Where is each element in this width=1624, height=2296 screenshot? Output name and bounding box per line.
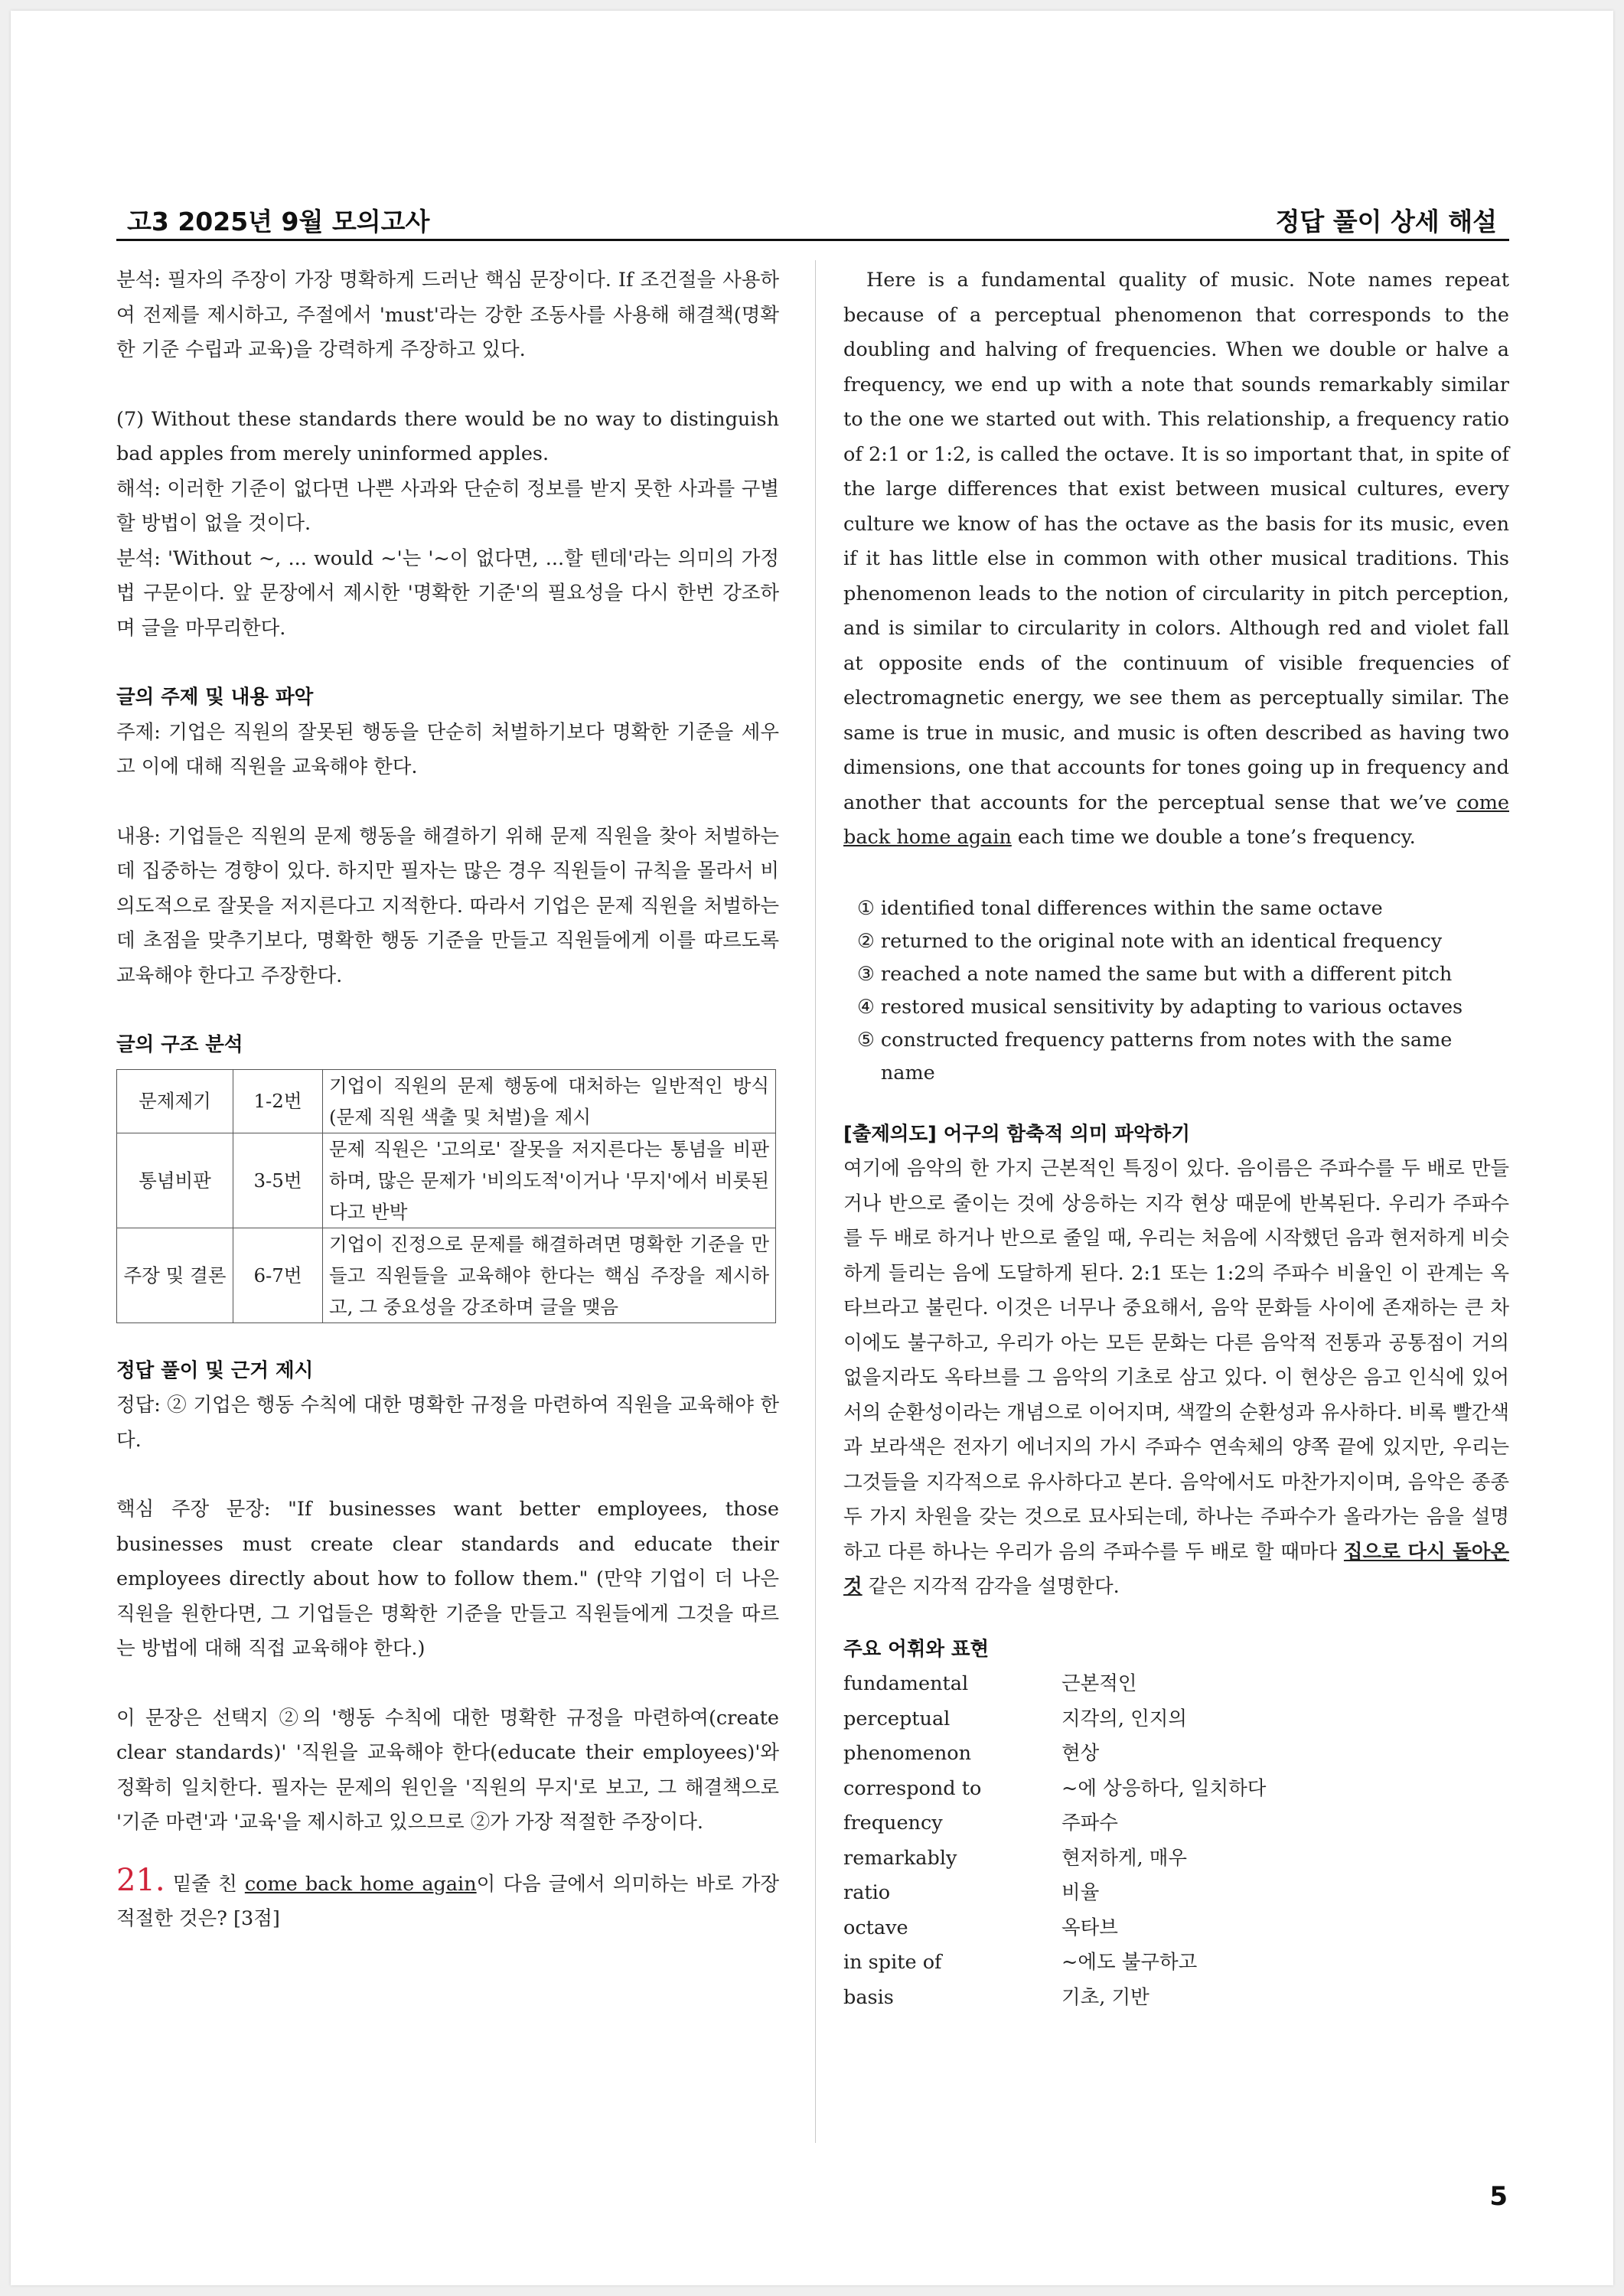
intent-heading: [출제의도] 어구의 함축적 의미 파악하기 (843, 1122, 1190, 1146)
table-row (117, 1133, 776, 1228)
key-sentence-text: 핵심 주장 문장: "If businesses want better employees, those businesses must create clear standards and educate their employees directly about how to follow them." (만약 기업이 더 나은 직원을 원한다면, 그 기업들은 명확한 기준을 만들고 직원들에게 그것을 따르는 방법에 대해 직접 교육해야 한다.) (116, 1498, 779, 1660)
translation-text: 여기에 음악의 한 가지 근본적인 특징이 있다. 음이름은 주파수를 두 배로 만들거나 반으로 줄이는 것에 상응하는 지각 현상 때문에 반복된다. 우리가 주파수를 두 배로 하거나 반으로 줄일 때, 우리는 처음에 시작했던 음과 현저하게 비슷하게 들리는 음에 도달하게 된다. 2:1 또는 1:2의 주파수 비율인 이 관계는 옥타브라고 불린다. 이것은 너무나 중요해서, 음악 문화들 사이에 존재하는 큰 차이에도 불구하고, 우리가 아는 모든 문화는 다른 음악적 전통과 공통점이 거의 없을지라도 옥타브를 그 음악의 기초로 삼고 있다. 이 현상은 음고 인식에 있어서의 순환성이라는 개념으로 이어지며, 색깔의 순환성과 유사하다. 비록 빨간색과 보라색은 전자기 에너지의 가시 주파수 연속체의 양쪽 끝에 있지만, 우리는 그것들을 지각적으로 유사하다고 본다. 음악에서도 마찬가지이며, 음악은 종종 두 가지 차원을 갖는 것으로 묘사되는데, 하나는 주파수가 올라가는 음을 설명하고 다른 하나는 우리가 음의 주파수를 두 배로 할 때마다 집으로 다시 돌아온 것 같은 지각적 감각을 설명한다. (843, 1157, 1509, 1598)
choice-3: ③ reached a note named the same but with a different pitch (857, 962, 1453, 986)
vocab-term: correspond to (843, 1776, 982, 1800)
choice-2: ② returned to the original note with an identical frequency (857, 929, 1443, 953)
vocab-list (843, 1667, 1509, 2015)
question-number: 21. (116, 1862, 165, 1898)
explanation-text: 이 문장은 선택지 ②의 '행동 수칙에 대한 명확한 규정을 마련하여(create clear standards)' '직원을 교육해야 한다(educate their employees)'와 정확히 일치한다. 필자는 문제의 원인을 '직원의 무지'로 보고, 그 해결책으로 '기준 마련'과 '교육'을 제시하고 있으므로 ②가 가장 적절한 주장이다. (116, 1706, 779, 1834)
vocab-meaning: ~에도 불구하고 (1061, 1951, 1198, 1974)
vocab-term: fundamental (843, 1672, 969, 1695)
analysis-paragraph: 분석: 필자의 주장이 가장 명확하게 드러난 핵심 문장이다. If 조건절을 사용하여 전제를 제시하고, 주절에서 'must'라는 강한 조동사를 사용해 해결책(명확한 기준 수립과 교육)을 강력하게 주장하고 있다. (116, 269, 779, 361)
vocab-term: frequency (843, 1812, 943, 1835)
vocab-meaning: 현저하게, 매우 (1061, 1846, 1188, 1870)
sentence-7: (7) Without these standards there would be no way to distinguish bad apples from merely uninformed apples. (116, 407, 779, 465)
header-rule (116, 239, 1509, 241)
answer-choices (843, 892, 1509, 1090)
choice-4: ④ restored musical sensitivity by adapting to various octaves (857, 995, 1463, 1019)
passage-text: Here is a fundamental quality of music. Note names repeat because of a perceptual phenomenon that corresponds to the doubling and halving of frequencies. When we double or halve a frequency, we end up with a note that sounds remarkably similar to the one we started out with. This relationship, a frequency ratio of 2:1 or 1:2, is called the octave. It is so important that, in spite of the large differences that exist between musical cultures, every culture we know of has the octave as the basis for its music, even if it has little else in common with other musical traditions. This phenomenon leads to the notion of circularity in pitch perception, and is similar to circularity in colors. Although red and violet fall at opposite ends of the continuum of visible frequencies of electromagnetic energy, we see them as perceptually similar. The same is true in music, and music is often described as having two dimensions, one that accounts for tones going up in frequency and another that accounts for the perceptual sense that we’ve come back home again each time we double a tone’s frequency. (843, 269, 1509, 849)
topic-text: 주제: 기업은 직원의 잘못된 행동을 단순히 처벌하기보다 명확한 기준을 세우고 이에 대해 직원을 교육해야 한다. (116, 720, 779, 778)
underlined-phrase: come back home again (843, 791, 1509, 849)
vocab-term: in spite of (843, 1951, 942, 1974)
column-divider (815, 260, 816, 2143)
answer-heading: 정답 풀이 및 근거 제시 (116, 1358, 314, 1382)
table-cell-range: 3-5번 (233, 1133, 323, 1228)
vocab-meaning: 지각의, 인지의 (1061, 1707, 1188, 1730)
table-cell-desc: 기업이 진정으로 문제를 해결하려면 명확한 기준을 만들고 직원들을 교육해야 한다는 핵심 주장을 제시하고, 그 중요성을 강조하며 글을 맺음 (323, 1228, 776, 1322)
table-row (117, 1069, 776, 1133)
vocab-meaning: 옥타브 (1061, 1916, 1118, 1939)
table-cell-part: 문제제기 (117, 1069, 233, 1133)
structure-table (116, 1069, 776, 1323)
vocab-term: octave (843, 1916, 908, 1939)
table-cell-part: 주장 및 결론 (117, 1228, 233, 1322)
vocab-meaning: 근본적인 (1061, 1672, 1137, 1695)
vocab-term: basis (843, 1985, 894, 2009)
table-cell-range: 1-2번 (233, 1069, 323, 1133)
vocab-heading: 주요 어휘와 표현 (843, 1637, 990, 1661)
structure-heading: 글의 구조 분석 (116, 1033, 243, 1056)
vocab-term: remarkably (843, 1846, 957, 1870)
table-cell-desc: 기업이 직원의 문제 행동에 대처하는 일반적인 방식(문제 직원 색출 및 처벌)을 제시 (323, 1069, 776, 1133)
vocab-meaning: 비율 (1061, 1881, 1100, 1904)
vocab-meaning: 주파수 (1061, 1812, 1118, 1835)
underlined-phrase: come back home again (244, 1872, 477, 1896)
sentence-7-translation: 해석: 이러한 기준이 없다면 나쁜 사과와 단순히 정보를 받지 못한 사과를 구별할 방법이 없을 것이다. (116, 477, 779, 535)
sentence-7-analysis: 분석: 'Without ~, ... would ~'는 '~이 없다면, ...할 텐데'라는 의미의 가정법 구문이다. 앞 문장에서 제시한 '명확한 기준'의 필요성을 다시 한번 강조하며 글을 마무리한다. (116, 546, 779, 640)
answer-text: 정답: ② 기업은 행동 수칙에 대한 명확한 규정을 마련하여 직원을 교육해야 한다. (116, 1394, 779, 1452)
section-title: 정답 풀이 상세 해설 (1275, 207, 1497, 236)
vocab-term: phenomenon (843, 1742, 972, 1765)
topic-heading: 글의 주제 및 내용 파악 (116, 686, 314, 709)
vocab-meaning: 기초, 기반 (1061, 1985, 1150, 2009)
choice-5: ⑤ constructed frequency patterns from notes with the same name (857, 1028, 1453, 1084)
table-cell-part: 통념비판 (117, 1133, 233, 1228)
left-column (116, 263, 779, 1937)
exam-title: 고3 2025년 9월 모의고사 (127, 207, 430, 236)
vocab-meaning: ~에 상응하다, 일치하다 (1061, 1776, 1267, 1800)
vocab-term: ratio (843, 1881, 891, 1904)
table-cell-desc: 문제 직원은 '고의로' 잘못을 저지른다는 통념을 비판하며, 많은 문제가 '비의도적'이거나 '무지'에서 비롯된다고 반박 (323, 1133, 776, 1228)
vocab-term: perceptual (843, 1707, 951, 1730)
vocab-meaning: 현상 (1061, 1742, 1100, 1765)
right-column (843, 263, 1509, 2015)
page-number: 5 (1489, 2181, 1508, 2212)
table-cell-range: 6-7번 (233, 1228, 323, 1322)
content-text: 내용: 기업들은 직원의 문제 행동을 해결하기 위해 문제 직원을 찾아 처벌하는 데 집중하는 경향이 있다. 하지만 필자는 많은 경우 직원들이 규칙을 몰라서 비의도적으로 잘못을 저지른다고 지적한다. 따라서 기업은 문제 직원을 처벌하는 데 초점을 맞추기보다, 명확한 행동 기준을 만들고 직원들에게 이를 따르도록 교육해야 한다고 주장한다. (116, 824, 779, 987)
question-21: 21. 밑줄 친 come back home again이 다음 글에서 의미하는 바로 가장 적절한 것은? [3점] (116, 1862, 779, 1930)
choice-1: ① identified tonal differences within the same octave (857, 896, 1383, 920)
table-row (117, 1228, 776, 1322)
underlined-phrase: 집으로 다시 돌아온 것 (843, 1540, 1509, 1598)
